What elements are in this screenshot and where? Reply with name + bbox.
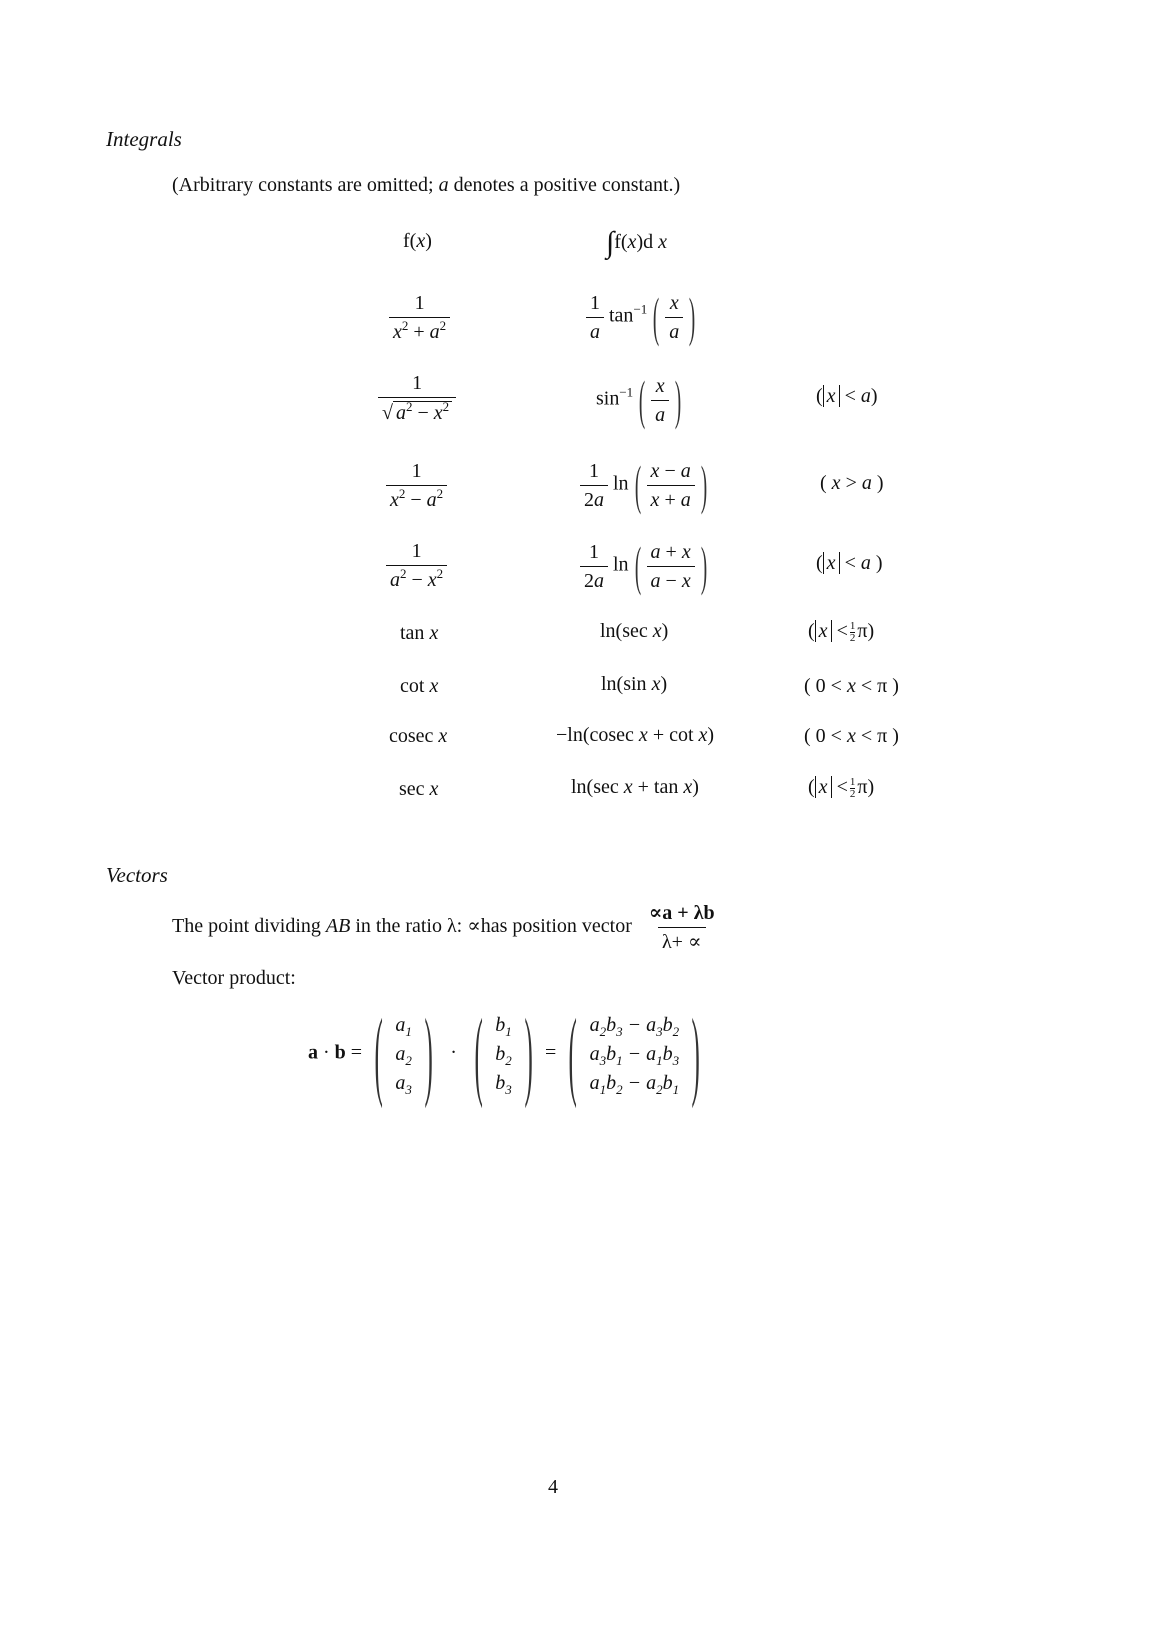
integrals-heading: Integrals <box>106 127 182 151</box>
ratio-ab: AB <box>325 915 351 938</box>
note-var: a <box>438 174 449 196</box>
note-text-b: denotes a positive constant.) <box>448 174 681 196</box>
row-1-integral: $\frac{1}{a}$ $\tan^{-1}$ ( $\frac{x}{a}$ ) <box>586 290 701 344</box>
row-3-condition: ( x > a ) <box>820 472 884 494</box>
vectors-heading: Vectors <box>106 863 168 887</box>
row-1-fx: $\frac{1}{x^2 + a^2}$ <box>389 292 450 343</box>
integrals-note <box>172 174 680 197</box>
ratio-text-c: has position vector <box>480 915 632 938</box>
header-integral: ∫f(x)d x <box>606 226 667 259</box>
ratio-denominator: λ+ ∝ <box>658 927 706 953</box>
row-2-integral: $\sin^{-1}$ ( $\frac{x}{a}$ ) <box>596 370 682 430</box>
row-6-condition: ( 0 < x < π ) <box>804 675 899 697</box>
row-7-integral: −ln(cosec x + cot x) <box>556 724 715 746</box>
row-3-integral: $\frac{1}{2a}$ ln ( $\frac{x - a}{x + a}$ ) <box>580 458 713 512</box>
row-5-fx: tan x <box>400 622 439 644</box>
row-4-integral: $\frac{1}{2a}$ ln ( $\frac{a + x}{a - x}$ ) <box>580 539 713 593</box>
row-3-fx: $\frac{1}{x^2 - a^2}$ <box>386 460 447 511</box>
ratio-text-b: in the ratio λ: ∝ <box>350 915 481 938</box>
note-text-a: (Arbitrary constants are omitted; <box>172 174 439 196</box>
row-8-condition: ( x < $\frac{1}{2}$ π) <box>808 775 875 800</box>
row-7-fx: cosec x <box>389 725 448 747</box>
header-fx: f(x) <box>403 230 432 252</box>
vector-product-formula: a · b = ( $a_1$ $a_2$ $a_3$ ) · ( $b_1$ $b_2$ $b_3$ ) = ( $a_2b_3 - a_3b_2$ $a_3b_1 - a_1b_3$ $a_1b_2 - a_2b_1$ ) <box>308 998 700 1109</box>
ratio-numerator: ∝a + λb <box>648 902 715 924</box>
row-4-fx: $\frac{1}{a^2 - x^2}$ <box>386 540 447 591</box>
vector-product-label: Vector product: <box>172 967 296 989</box>
row-8-integral: ln(sec x + tan x) <box>571 776 699 798</box>
row-5-condition: ( x < $\frac{1}{2}$ π) <box>808 619 875 644</box>
row-7-condition: ( 0 < x < π ) <box>804 725 899 747</box>
ratio-statement <box>172 902 719 953</box>
row-4-condition: ( x < a ) <box>816 552 883 574</box>
row-2-condition: ( x < a) <box>816 385 878 407</box>
row-6-fx: cot x <box>400 675 439 697</box>
row-8-fx: sec x <box>399 778 439 800</box>
page-number: 4 <box>548 1476 558 1498</box>
row-6-integral: ln(sin x) <box>601 673 668 695</box>
row-2-fx: $\frac{1}{√ a^2 - x^2}$ <box>378 372 456 424</box>
row-5-integral: ln(sec x) <box>600 620 669 642</box>
ratio-text-a: The point dividing <box>172 915 326 938</box>
